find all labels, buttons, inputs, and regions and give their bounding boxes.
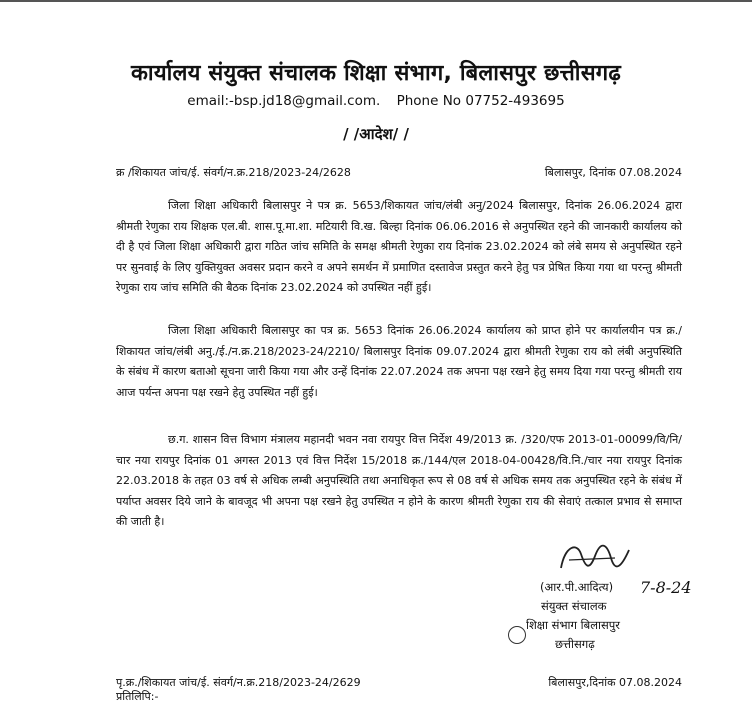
signatory-state: छत्तीसगढ़ [555, 637, 595, 651]
endorsement-row [116, 675, 682, 690]
top-border [0, 0, 752, 2]
handwritten-date: 7-8-24 [640, 578, 692, 597]
endorsement-place-date: बिलासपुर,दिनांक 07.08.2024 [548, 676, 682, 689]
paragraph-2-text: जिला शिक्षा अधिकारी बिलासपुर का पत्र क्र. 5653 दिनांक 26.06.2024 कार्यालय को प्राप्त होने पर कार्यालयीन पत्र क्र./शिकायत जांच/लंबी अनु./ई./न.क्र.218/2023-24/2210/ बिलासपुर दिनांक 09.07.2024 द्वारा श्रीमती रेणुका राय को लंबी अनुपस्थिति के संबंध में कारण बताओ सूचना जारी किया गया और उन्हें दिनांक 22.07.2024 तक अपना पक्ष रखने हेतु समय दिया गया परन्तु श्रीमती राय आज पर्यन्त अपना पक्ष रखने हेतु उपस्थित नहीं हुई। [116, 324, 682, 399]
order-heading: / /आदेश/ / [343, 125, 409, 143]
contact-line [0, 93, 752, 109]
signatory-office: शिक्षा संभाग बिलासपुर [526, 618, 620, 632]
email-text: email:-bsp.jd18@gmail.com. [187, 93, 381, 109]
signatory-name: (आर.पी.आदित्य) [540, 580, 614, 594]
paragraph-1 [116, 196, 682, 299]
copy-label: प्रतिलिपि:- [116, 690, 159, 703]
paragraph-3 [116, 430, 682, 533]
signature-scribble [555, 538, 635, 580]
signatory-designation: संयुक्त संचालक [541, 599, 607, 613]
paragraph-1-text: जिला शिक्षा अधिकारी बिलासपुर ने पत्र क्र. 5653/शिकायत जांच/लंबी अनु/2024 बिलासपुर, दिनांक 26.06.2024 द्वारा श्रीमती रेणुका राय शिक्षक एल.बी. शास.पू.मा.शा. मटियारी वि.ख. बिल्हा दिनांक 06.06.2016 से अनुपस्थित रहने की जानकारी कार्यालय को दी है एवं जिला शिक्षा अधिकारी द्वारा गठित जांच समिति के समक्ष श्रीमती रेणुका राय दिनांक 23.02.2024 को लंबे समय से अनुपस्थित रहने पर सुनवाई के लिए युक्तियुक्त अवसर प्रदान करने व अपने समर्थन में प्रमाणित दस्तावेज प्रस्तुत करने हेतु पत्र प्रेषित किया गया था परन्तु श्रीमती रेणुका राय जांच समिति की बैठक दिनांक 23.02.2024 को उपस्थित नहीं हुई। [116, 199, 682, 294]
phone-text: Phone No 07752-493695 [396, 93, 565, 109]
reference-row [116, 165, 682, 180]
office-title: कार्यालय संयुक्त संचालक शिक्षा संभाग, बिलासपुर छत्तीसगढ़ [131, 61, 621, 86]
reference-number: क्र /शिकायत जांच/ई. संवर्ग/न.क्र.218/2023-24/2628 [116, 166, 351, 179]
endorsement-number: पृ.क्र./शिकायत जांच/ई. संवर्ग/न.क्र.218/2023-24/2629 [116, 676, 361, 689]
reference-place-date: बिलासपुर, दिनांक 07.08.2024 [544, 166, 682, 179]
paragraph-2 [116, 321, 682, 403]
paragraph-3-text: छ.ग. शासन वित्त विभाग मंत्रालय महानदी भवन नवा रायपुर वित्त निर्देश 49/2013 क्र. /320/एफ 2013-01-00099/वि/नि/चार नया रायपुर दिनांक 01 अगस्त 2013 एवं वित्त निर्देश 15/2018 क्र./144/एल 2018-04-00428/वि.नि./चार नया रायपुर दिनांक 22.03.2018 के तहत 03 वर्ष से अधिक लम्बी अनुपस्थिति तथा अनाधिकृत रूप से 08 वर्ष से अधिक समय तक अनुपस्थित रहने के संबंध में पर्याप्त अवसर दिये जाने के बावजूद भी अपना पक्ष रखने हेतु उपस्थित न होने के कारण श्रीमती रेणुका राय की सेवाएं तत्काल प्रभाव से समाप्त की जाती है। [116, 433, 682, 528]
seal-stamp [508, 626, 526, 644]
